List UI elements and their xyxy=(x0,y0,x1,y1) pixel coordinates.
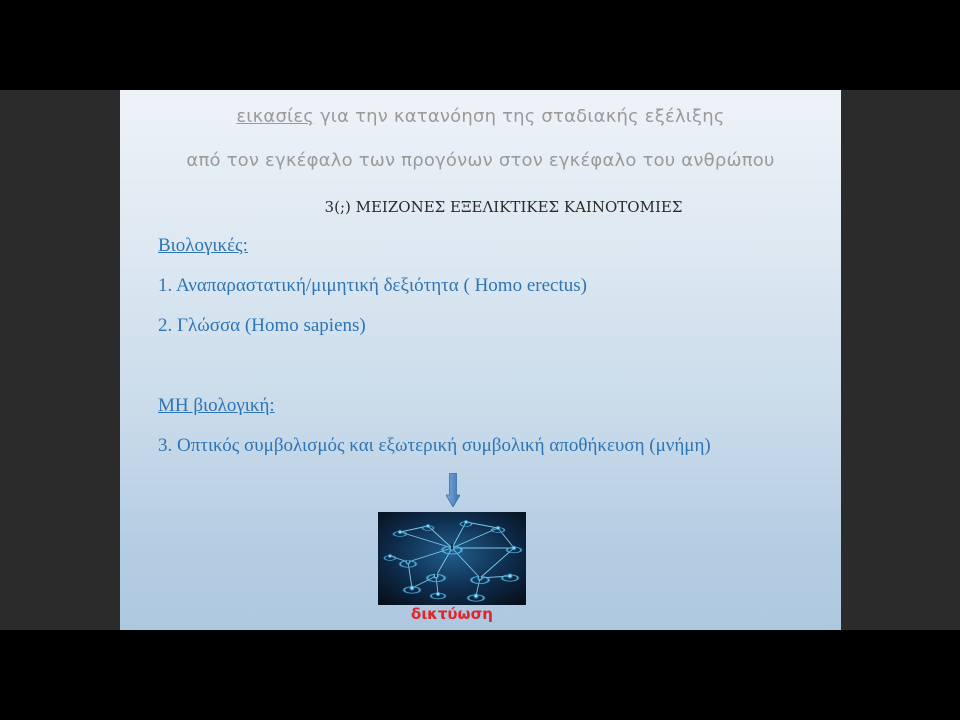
network-caption: δικτύωση xyxy=(411,605,493,623)
slide xyxy=(120,90,841,630)
list-item-3: 3. Οπτικός συμβολισμός και εξωτερική συμβολική αποθήκευση (μνήμη) xyxy=(158,435,711,456)
list-item-2: 2. Γλώσσα (Homo sapiens) xyxy=(158,315,366,336)
slide-title-line-2: από τον εγκέφαλο των προγόνων στον εγκέφαλο του ανθρώπου xyxy=(186,150,775,171)
side-bar-left xyxy=(0,90,120,630)
slide-subtitle: 3(;) ΜΕΙΖΟΝΕΣ ΕΞΕΛΙΚΤΙΚΕΣ ΚΑΙΝΟΤΟΜΙΕΣ xyxy=(324,198,683,216)
network-background xyxy=(378,512,526,605)
network-nodes-image xyxy=(378,512,526,605)
title-line-1-text: για την κατανόηση της σταδιακής εξέλιξης xyxy=(314,106,725,127)
slide-title-line-1 xyxy=(120,106,841,127)
list-item-1: 1. Αναπαραστατική/μιμητική δεξιότητα ( Homo erectus) xyxy=(158,275,587,296)
letterbox-top xyxy=(0,0,960,90)
letterbox-bottom xyxy=(0,630,960,720)
nonbiological-heading: ΜΗ βιολογική: xyxy=(158,395,275,416)
title-underlined-word: εικασίες xyxy=(236,106,315,127)
side-bar-right xyxy=(841,90,960,630)
down-arrow-icon xyxy=(446,473,460,507)
biological-heading: Βιολογικές: xyxy=(158,235,248,256)
